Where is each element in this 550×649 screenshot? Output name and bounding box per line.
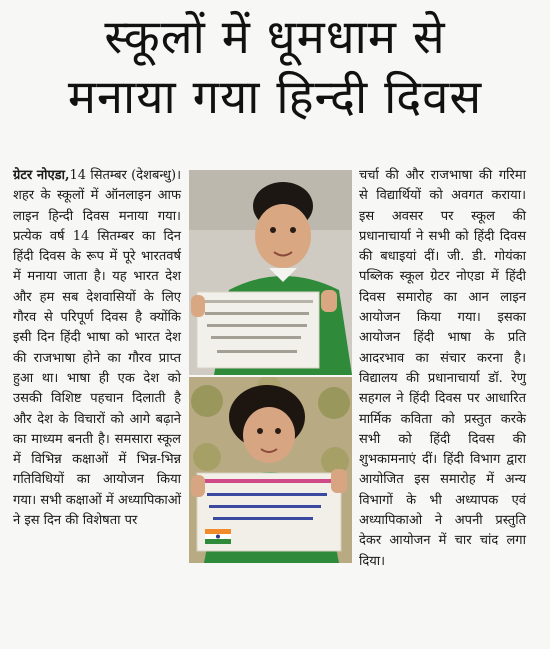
student-with-poster-photo-icon [189, 377, 352, 563]
headline-line-1: स्कूलों में धूमधाम से [104, 10, 446, 65]
student-with-poster-photo-icon [189, 170, 352, 375]
article-column-left [13, 166, 181, 531]
headline-line-2: मनाया गया हिन्दी दिवस [67, 70, 483, 125]
article-column-right [359, 166, 526, 572]
student-photo-girl [189, 377, 352, 563]
student-photo-boy [189, 170, 352, 375]
article-text-right: चर्चा की और राजभाषा की गरिमा से विद्यार्थियों को अवगत कराया। इस अवसर पर स्कूल की प्रधानाचार्या ने सभी को हिंदी दिवस की बधाइयां दीं। जी. डी. गोयंका पब्लिक स्कूल ग्रेटर नोएडा में हिंदी दिवस समारोह का आन लाइन आयोजन किया गया। इसका आयोजन हिंदी भाषा के प्रति आदरभाव का संचार करना है। विद्यालय की प्रधानाचार्या डॉ. रेणु सहगल ने हिंदी दिवस पर आधारित मार्मिक कविता को प्रस्तुत करके सभी को हिंदी दिवस की शुभकामनाएं दीं। हिंदी विभाग द्वारा आयोजित इस समारोह में अन्य विभागों के भी अध्यापक एवं अध्यापिकाओ ने अपनी प्रस्तुति देकर आयोजन में चार चांद लगा दिया। [359, 168, 526, 569]
article-text-left: 14 सितम्बर (देशबन्धु)। शहर के स्कूलों में ऑनलाइन आफ लाइन हिन्दी दिवस मनाया गया। प्रत्येक वर्ष 14 सितम्बर का दिन हिंदी दिवस के रूप में पूरे भारतवर्ष में मनाया जाता है। यह भारत देश और हम सब देशवासियों के लिए गौरव से परिपूर्ण दिवस है क्योंकि इसी दिन हिंदी भाषा को भारत देश की राजभाषा होने का गौरव प्राप्त हुआ था। भाषा ही एक देश को उसकी विशिष्ट पहचान दिलाती है और देश के विचारों को आगे बढ़ाने का माध्यम बनती है। समसारा स्कूल में विभिन्न कक्षाओं में भिन्न-भिन्न गतिविधियों का आयोजन किया गया। सभी कक्षाओं में अध्यापिकाओं ने इस दिन की विशेषता पर [13, 168, 181, 529]
dateline: ग्रेटर नोएडा, [13, 168, 70, 183]
headline [0, 8, 550, 128]
